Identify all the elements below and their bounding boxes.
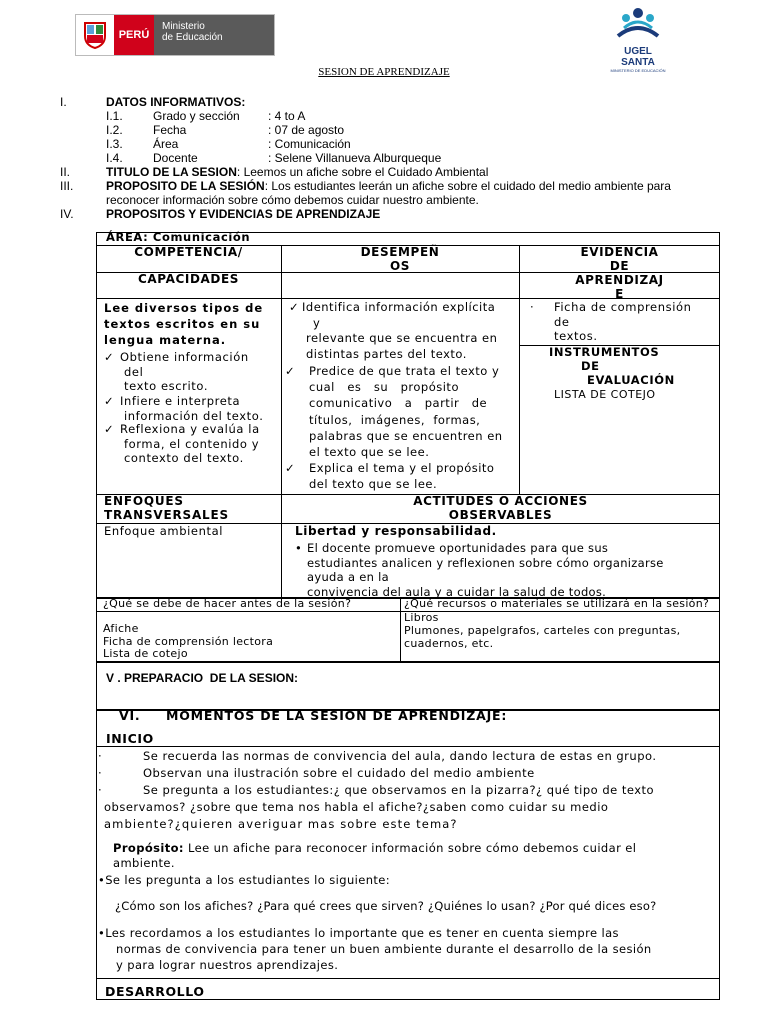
bullet-icon: • <box>295 541 303 555</box>
desempenos-header: DESEMPEÑ OS <box>360 245 440 273</box>
proposito: Propósito: Lee un afiche para reconocer información sobre cómo debemos cuidar el ambiente. <box>113 841 637 870</box>
section-ii-number: II. <box>60 165 71 179</box>
desarrollo-title: DESARROLLO <box>105 984 205 999</box>
inicio-bullet-5: •Les recordamos a los estudiantes lo importante que es tener en cuenta siempre las normas de convivencia para tener un buen ambiente durante el desarrollo de la sesión y para lograr nuestros aprendizajes. <box>98 926 652 972</box>
enfoques-header: ENFOQUES TRANSVERSALES <box>104 494 229 522</box>
proposito-text: Lee un afiche para reconocer información sobre cómo debemos cuidar el <box>187 841 637 855</box>
check-icon: ✓ <box>285 364 296 378</box>
check-icon: ✓ <box>104 350 115 364</box>
datos-label-1: Grado y sección <box>153 109 240 123</box>
section-ii-label: TITULO DE LA SESION <box>106 165 237 179</box>
preparation-title: V . PREPARACIO DE LA SESION: <box>106 671 299 685</box>
check-icon: ✓ <box>289 300 300 314</box>
moments-title: MOMENTOS DE LA SESION DE APRENDIZAJE: <box>166 708 508 723</box>
moments-number: VI. <box>119 708 141 723</box>
prep-question: ¿Qué se debe de hacer antes de la sesión? <box>103 597 352 610</box>
peru-label: PERÚ <box>114 15 154 55</box>
actitudes-value: • El docente promueve oportunidades para que sus estudiantes analicen y reflexionen sobre cómo organizarse ayuda a en la convivencia del aula y a cuidar la salud de todos. <box>295 541 664 599</box>
inicio-bullet-3-line-2: observamos? ¿sobre que tema nos habla el afiche?¿saben como cuidar su medio <box>104 800 609 814</box>
datos-num-2: I.2. <box>106 123 123 137</box>
section-i-title: DATOS INFORMATIVOS: <box>106 95 246 109</box>
libertad-label: Libertad y responsabilidad. <box>295 524 497 538</box>
inicio-bullet-4: •Se les pregunta a los estudiantes lo siguiente: <box>98 873 391 887</box>
competencia-text: Lee diversos tipos de textos escritos en su lengua materna. <box>104 301 264 347</box>
evidencia-value: · Ficha de comprensión de textos. <box>530 300 692 343</box>
ministry-label: Ministerio de Educación <box>154 15 274 55</box>
area-label: ÁREA: Comunicación <box>106 230 251 244</box>
inicio-questions: ¿Cómo son los afiches? ¿Para qué crees que sirven? ¿Quiénes lo usan? ¿Por qué dices eso? <box>115 899 657 913</box>
competencia-header: COMPETENCIA/ <box>134 245 243 259</box>
inicio-bullet-3: Se pregunta a los estudiantes:¿ que observamos en la pizarra?¿ qué tipo de texto <box>143 783 655 797</box>
datos-num-4: I.4. <box>106 151 123 165</box>
ugel-name: UGEL SANTA <box>621 46 655 68</box>
inicio-title: INICIO <box>106 731 154 746</box>
prep-items: Afiche Ficha de comprensión lectora Lista de cotejo <box>103 622 274 660</box>
capacidad-3: ✓ Reflexiona y evalúa la forma, el contenido y contexto del texto. <box>104 422 260 465</box>
inicio-bullet-1: Se recuerda las normas de convivencia del aula, dando lectura de estas en grupo. <box>143 749 657 763</box>
section-iii-line <box>106 179 671 193</box>
coat-of-arms-icon <box>76 15 114 55</box>
proposito-label: Propósito: <box>113 841 184 855</box>
ugel-people-icon <box>610 6 666 42</box>
section-iv-number: IV. <box>60 207 74 221</box>
section-iii-text: : Los estudiantes leerán un afiche sobre el cuidado del medio ambiente para <box>264 179 671 193</box>
table-line <box>96 746 720 747</box>
section-ii-line <box>106 165 488 179</box>
page-title: SESION DE APRENDIZAJE <box>318 66 450 78</box>
check-icon: ✓ <box>285 461 296 475</box>
preparation-box <box>96 662 720 710</box>
instrumento-value: LISTA DE COTEJO <box>554 388 656 401</box>
capacidades-header: CAPACIDADES <box>138 272 239 286</box>
ugel-logo <box>606 6 670 73</box>
datos-value-4: : Selene Villanueva Alburqueque <box>268 151 442 165</box>
check-icon: ✓ <box>104 422 115 436</box>
datos-label-3: Área <box>153 137 179 151</box>
bullet-icon: · <box>98 766 103 780</box>
desempeno-2: ✓ Predice de que trata el texto y cual es su propósito comunicativo a partir de títulos, imágenes, formas, palabras que se encuentren en el texto que se lee. <box>285 364 503 460</box>
datos-value-3: : Comunicación <box>268 137 351 151</box>
instrumentos-header: INSTRUMENTOS DE EVALUACIÓN <box>549 345 675 387</box>
datos-label-2: Fecha <box>153 123 187 137</box>
table-line <box>96 978 720 979</box>
bullet-icon: • <box>98 873 106 887</box>
section-i-number: I. <box>60 95 67 109</box>
table-line <box>281 245 282 598</box>
capacidad-2: ✓ Infiere e interpreta información del texto. <box>104 394 264 423</box>
bullet-icon: · <box>98 783 103 797</box>
bullet-icon: · <box>98 749 103 763</box>
desempeno-1: ✓ Identifica información explícita y relevante que se encuentra en distintas partes del texto. <box>289 300 498 361</box>
resources-items: Libros Plumones, papelgrafos, carteles con preguntas, cuadernos, etc. <box>404 611 681 650</box>
ugel-sub: MINISTERIO DE EDUCACIÓN <box>610 68 666 73</box>
section-iii-number: III. <box>60 179 74 193</box>
desempeno-3: ✓ Explica el tema y el propósito del texto que se lee. <box>285 461 495 492</box>
inicio-bullet-3-line-3: ambiente?¿quieren averiguar mas sobre este tema? <box>104 817 458 831</box>
table-line <box>400 598 401 662</box>
inicio-bullets <box>98 748 718 833</box>
datos-num-1: I.1. <box>106 109 123 123</box>
datos-value-2: : 07 de agosto <box>268 123 345 137</box>
section-iii-label: PROPOSITO DE LA SESIÓN <box>106 179 265 193</box>
actitudes-header: ACTITUDES O ACCIONES OBSERVABLES <box>413 494 588 522</box>
section-ii-text: : Leemos un afiche sobre el Cuidado Ambiental <box>236 165 489 179</box>
check-icon: ✓ <box>104 394 115 408</box>
bullet-icon: · <box>530 300 535 314</box>
datos-label-4: Docente <box>153 151 198 165</box>
capacidad-1: ✓ Obtiene información del texto escrito. <box>104 350 249 393</box>
enfoque-value: Enfoque ambiental <box>104 524 224 538</box>
datos-value-1: : 4 to A <box>268 109 306 123</box>
resources-question: ¿Qué recursos o materiales se utilizará en la sesión? <box>404 597 710 610</box>
datos-num-3: I.3. <box>106 137 123 151</box>
evidencia-header: EVIDENCIA DE APRENDIZAJ E <box>575 245 664 301</box>
section-iv-title: PROPOSITOS Y EVIDENCIAS DE APRENDIZAJE <box>106 207 381 221</box>
bullet-icon: • <box>98 926 106 940</box>
section-iii-text-2: reconocer información sobre cómo debemos cuidar nuestro ambiente. <box>106 193 479 207</box>
minedu-logo <box>75 14 275 56</box>
inicio-bullet-2: Observan una ilustración sobre el cuidado del medio ambiente <box>143 766 535 780</box>
